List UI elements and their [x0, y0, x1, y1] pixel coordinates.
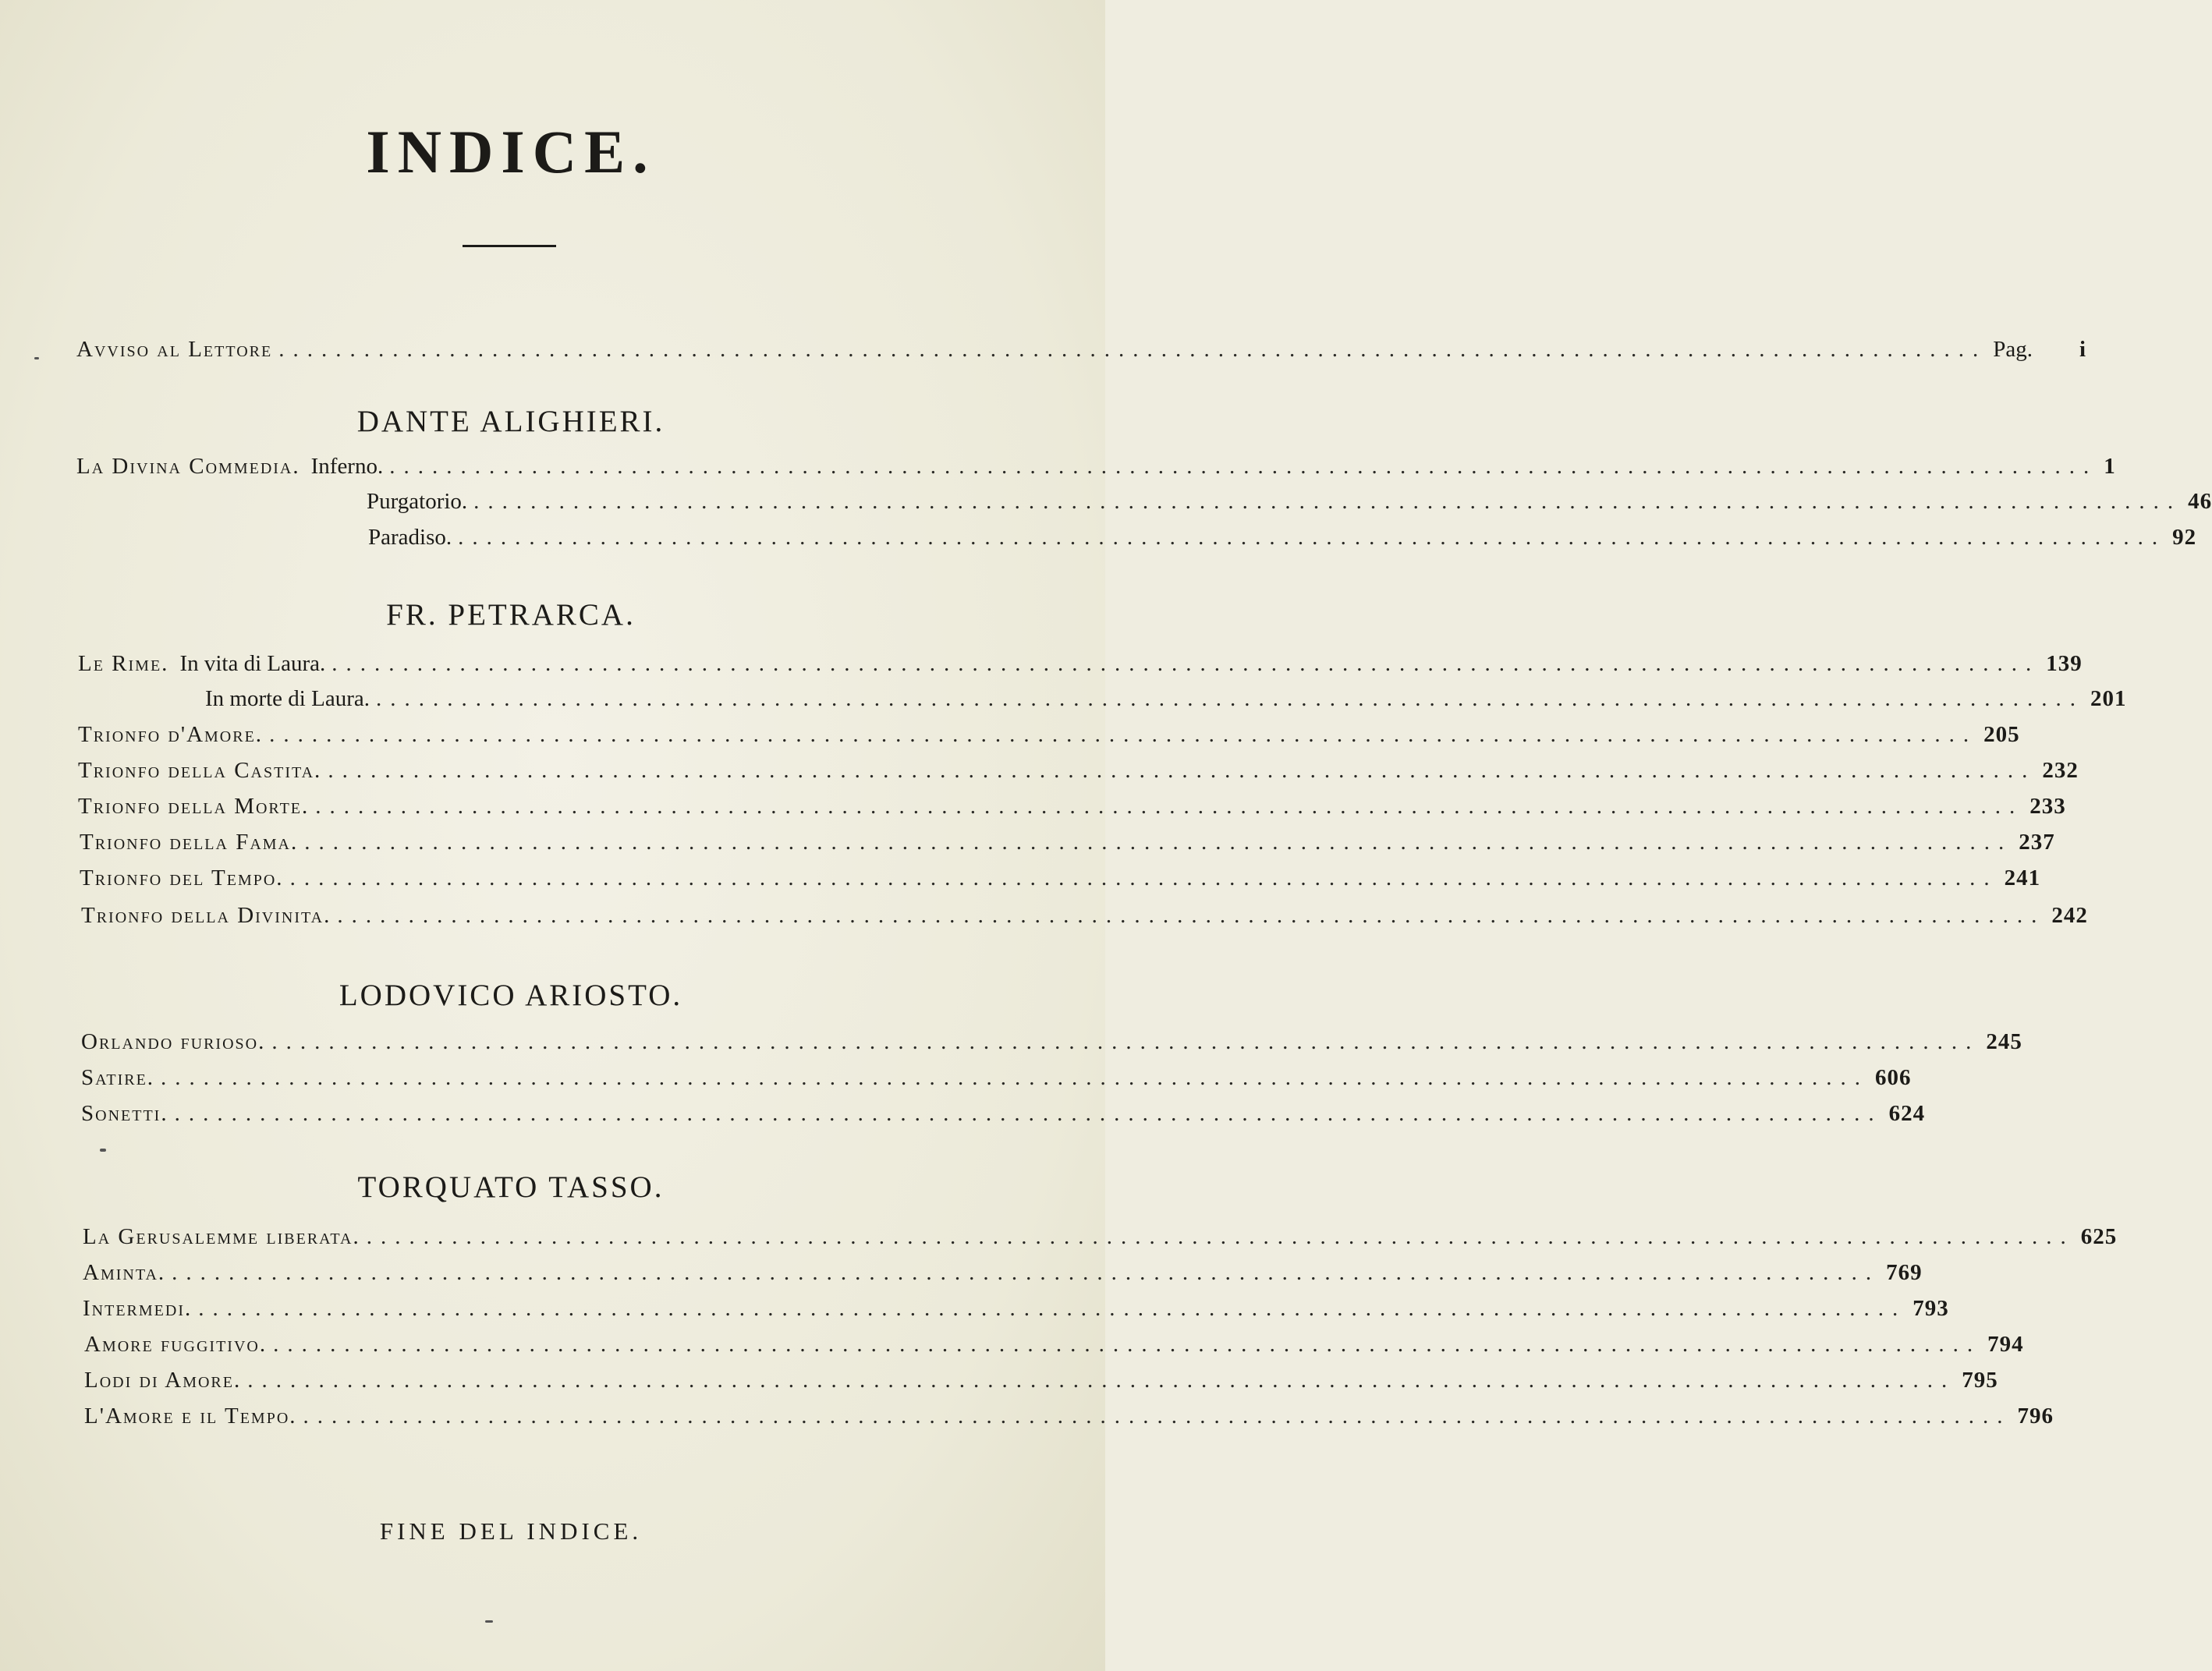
- dot-leader: ........................................................................................................................: [273, 1332, 1982, 1357]
- dot-leader: ........................................................................................................................: [172, 1260, 1881, 1285]
- toc-entry: [84, 1404, 2054, 1435]
- dot-leader: ........................................................................................................................: [304, 830, 2013, 855]
- page-number: 92: [2172, 525, 2197, 550]
- dot-leader: ........................................................................................................................: [331, 651, 2040, 676]
- section-heading-tasso: TORQUATO TASSO.: [357, 1170, 665, 1204]
- toc-entry: [78, 722, 2020, 753]
- entry-label: Trionfo d'Amore.: [78, 722, 264, 747]
- entry-sublabel: In vita di Laura.: [179, 651, 326, 676]
- dot-leader: ........................................................................................................................: [174, 1101, 1883, 1126]
- dot-leader: ........................................................................................................................: [473, 489, 2182, 514]
- dot-leader: ........................................................................................................................: [198, 1296, 1907, 1321]
- page-number: 232: [2042, 758, 2079, 783]
- toc-entry: [78, 794, 2066, 825]
- entry-label: Lodi di Amore.: [84, 1368, 242, 1393]
- page-number: 794: [1987, 1332, 2024, 1357]
- entry-label: Trionfo del Tempo.: [80, 866, 284, 890]
- paper-speck: [34, 357, 39, 359]
- toc-entry: [83, 1224, 2118, 1255]
- entry-label: Sonetti.: [81, 1101, 168, 1126]
- section-heading-petrarca: FR. PETRARCA.: [386, 598, 636, 632]
- toc-entry: [84, 1368, 1998, 1399]
- page-number: 201: [2090, 686, 2127, 711]
- entry-label: Satire.: [81, 1065, 155, 1090]
- entry-sublabel: Paradiso.: [368, 525, 452, 550]
- dot-leader: ........................................................................................................................: [269, 722, 1978, 747]
- dot-leader: ........................................................................................................................: [328, 758, 2037, 783]
- entry-label: Orlando furioso.: [81, 1029, 266, 1054]
- toc-entry: [81, 1101, 1926, 1132]
- entry-label: Trionfo della Fama.: [80, 830, 299, 855]
- dot-leader: ........................................................................................................................: [303, 1404, 2012, 1428]
- pag-label: Pag.: [1993, 337, 2033, 362]
- entry-label: Aminta.: [83, 1260, 166, 1285]
- paper-speck: [485, 1620, 493, 1623]
- toc-entry-inferno: [76, 454, 2116, 485]
- page-number: 46: [2188, 489, 2212, 514]
- toc-entry: [78, 758, 2079, 789]
- page-number: 769: [1886, 1260, 1923, 1285]
- entry-sublabel: Inferno.: [310, 454, 384, 479]
- entry-label: La Gerusalemme liberata.: [83, 1224, 360, 1249]
- page-number: 793: [1912, 1296, 1949, 1321]
- page-number: 606: [1875, 1065, 1912, 1090]
- toc-entry-purgatorio: [367, 489, 2212, 520]
- end-of-index-note: FINE DEL INDICE.: [379, 1517, 643, 1545]
- entry-label: Trionfo della Castita.: [78, 758, 322, 783]
- page-number: 796: [2017, 1404, 2054, 1428]
- toc-entry: [84, 1332, 2024, 1363]
- page-number: 1: [2104, 454, 2116, 479]
- paper-speck: [100, 1149, 106, 1152]
- toc-entry: [83, 1260, 1923, 1291]
- page-number: 795: [1962, 1368, 1998, 1393]
- dot-leader: ........................................................................................................................: [337, 903, 2046, 928]
- dot-leader: ........................................................................................................................: [389, 454, 2098, 479]
- entry-sublabel: Purgatorio.: [367, 489, 468, 514]
- page-number: 237: [2019, 830, 2055, 855]
- toc-entry: [83, 1296, 1949, 1327]
- entry-label: Amore fuggitivo.: [84, 1332, 268, 1357]
- page-number: 205: [1983, 722, 2020, 747]
- dot-leader: ........................................................................................................................: [278, 337, 1987, 362]
- toc-entry: [81, 1065, 1912, 1096]
- entry-label: L'Amore e il Tempo.: [84, 1404, 297, 1428]
- toc-entry: [80, 830, 2055, 861]
- dot-leader: ........................................................................................................................: [366, 1224, 2075, 1249]
- page-number: 233: [2029, 794, 2066, 819]
- toc-entry: [81, 1029, 2022, 1060]
- entry-label: Intermedi.: [83, 1296, 193, 1321]
- dot-leader: ........................................................................................................................: [458, 525, 2167, 550]
- toc-entry: [80, 866, 2041, 897]
- page-number: 625: [2080, 1224, 2118, 1249]
- page-number: 242: [2051, 903, 2088, 928]
- page-number: 139: [2046, 651, 2083, 676]
- section-heading-dante: DANTE ALIGHIERI.: [356, 405, 665, 438]
- entry-label: Trionfo della Morte.: [78, 794, 310, 819]
- dot-leader: ........................................................................................................................: [375, 686, 2084, 711]
- page-title: INDICE.: [366, 118, 656, 186]
- section-heading-ariosto: LODOVICO ARIOSTO.: [339, 979, 683, 1012]
- title-divider: [463, 245, 556, 247]
- dot-leader: ........................................................................................................................: [315, 794, 2024, 819]
- entry-label: Le Rime.: [78, 651, 169, 676]
- entry-label: Avviso al Lettore: [76, 337, 273, 362]
- page-number: 241: [2004, 866, 2041, 890]
- page-number: 624: [1888, 1101, 1926, 1126]
- page-number: i: [2079, 337, 2087, 362]
- toc-entry-in-vita: [78, 651, 2083, 682]
- dot-leader: ........................................................................................................................: [161, 1065, 1870, 1090]
- toc-entry-avviso: [76, 337, 2087, 368]
- toc-entry-paradiso: [368, 525, 2197, 556]
- dot-leader: ........................................................................................................................: [271, 1029, 1980, 1054]
- dot-leader: ........................................................................................................................: [289, 866, 1998, 890]
- entry-label: Trionfo della Divinita.: [81, 903, 331, 928]
- dot-leader: ........................................................................................................................: [247, 1368, 1956, 1393]
- entry-label: La Divina Commedia.: [76, 454, 300, 479]
- entry-sublabel: In morte di Laura.: [205, 686, 370, 711]
- toc-entry: [81, 903, 2088, 934]
- toc-entry-in-morte: [205, 686, 2127, 717]
- page-number: 245: [1986, 1029, 2022, 1054]
